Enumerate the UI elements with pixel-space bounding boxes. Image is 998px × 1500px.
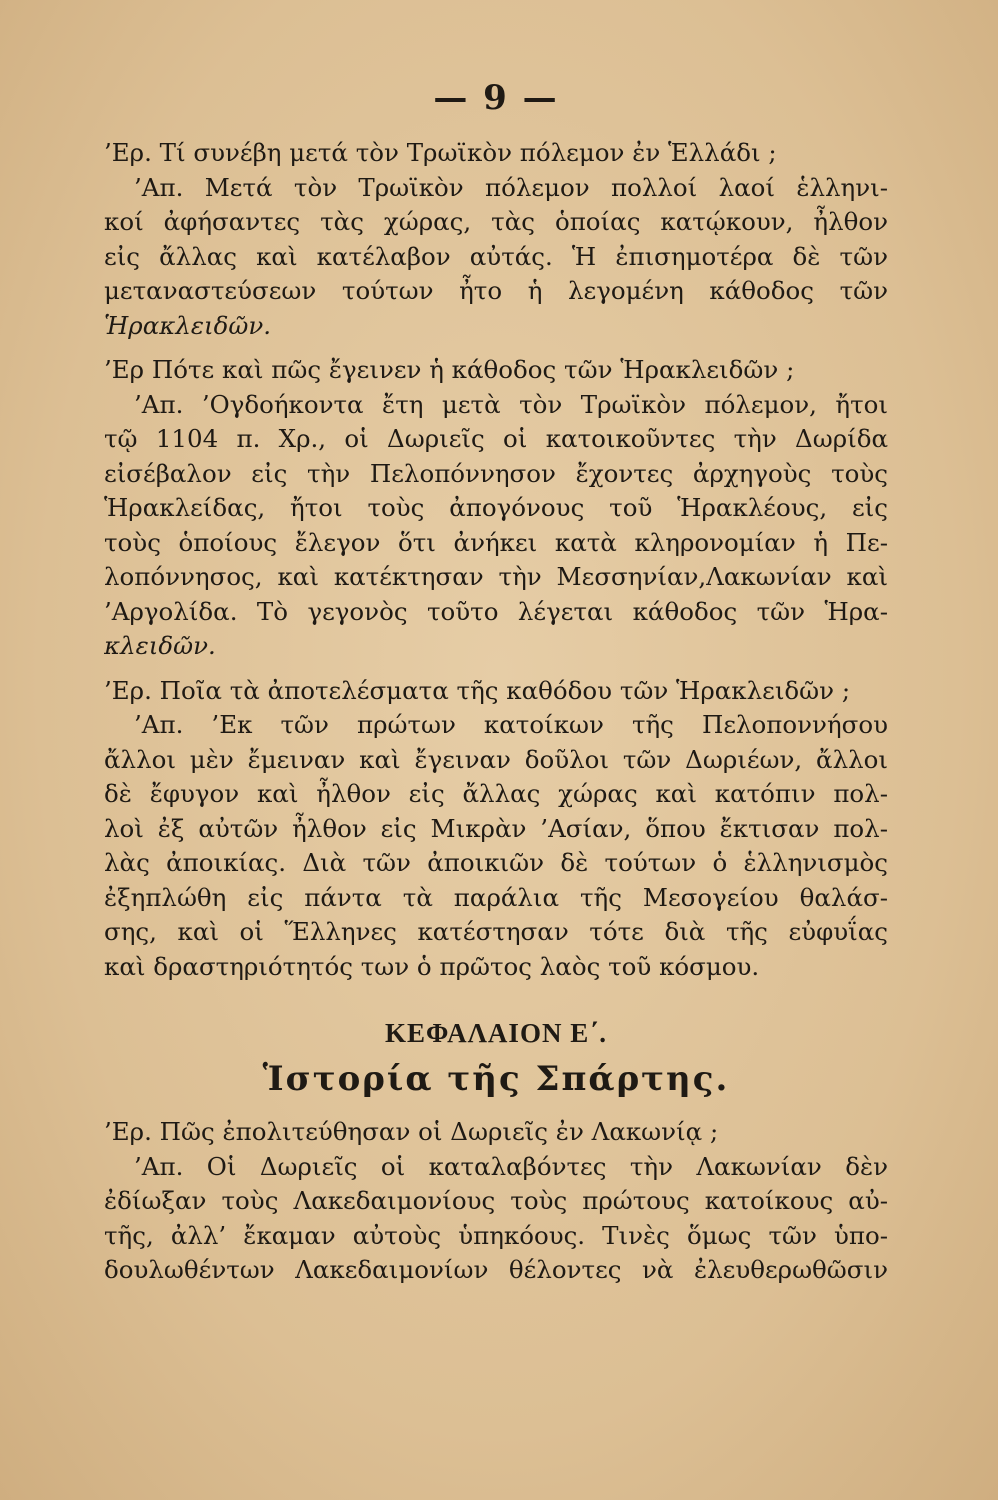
answer-line: ’Απ. Οἱ Δωριεῖς οἱ καταλαβόντες τὴν Λακωνίαν δὲν xyxy=(134,1151,888,1181)
answer-line: κλειδῶν. xyxy=(104,631,216,660)
chapter-title: Ἱστορία τῆς Σπάρτης. xyxy=(262,1059,730,1099)
answer-line: εἰς ἄλλας καὶ κατέλαβον αὐτάς. Ἡ ἐπισημοτέρα δὲ τῶν xyxy=(104,241,888,271)
question-line: ’Ερ. Πῶς ἐπολιτεύθησαν οἱ Δωριεῖς ἐν Λακωνίᾳ ; xyxy=(104,1117,719,1146)
answer-line: ’Απ. Μετά τὸν Τρωϊκὸν πόλεμον πολλοί λαοί ἑλληνι- xyxy=(134,172,888,202)
page-number: — 9 — xyxy=(433,78,559,118)
answer-line: τῆς, ἀλλ’ ἔκαμαν αὐτοὺς ὑπηκόους. Τινὲς ὅμως τῶν ὑπο- xyxy=(104,1220,888,1250)
answer-line: εἰσέβαλον εἰς τὴν Πελοπόννησον ἔχοντες ἀρχηγοὺς τοὺς xyxy=(104,458,888,488)
qa-block-2 xyxy=(104,353,888,664)
question-line: ’Ερ. Ποῖα τὰ ἀποτελέσματα τῆς καθόδου τῶν Ἡρακλειδῶν ; xyxy=(104,675,851,705)
qa-block-4 xyxy=(104,1115,888,1288)
answer-line: ’Αργολίδα. Τὸ γεγονὸς τοῦτο λέγεται κάθοδος τῶν Ἡρα- xyxy=(104,596,888,626)
answer-line: σης, καὶ οἱ Ἕλληνες κατέστησαν τότε διὰ τῆς εὐφυΐας xyxy=(104,917,888,946)
question-line: ’Ερ Πότε καὶ πῶς ἔγεινεν ἡ κάθοδος τῶν Ἡρακλειδῶν ; xyxy=(104,355,795,384)
answer-line: Ἡρακλείδας, ἤτοι τοὺς ἀπογόνους τοῦ Ἡρακλέους, εἰς xyxy=(104,493,888,522)
qa-block-3 xyxy=(104,674,888,985)
chapter-heading: ΚΕΦΑΛΑΙΟΝ Ε΄. xyxy=(385,1018,607,1048)
answer-line: δὲ ἔφυγον καὶ ἦλθον εἰς ἄλλας χώρας καὶ κατόπιν πολ- xyxy=(104,779,888,808)
question-line: ’Ερ. Τί συνέβη μετά τὸν Τρωϊκὸν πόλεμον ἐν Ἑλλάδι ; xyxy=(104,138,777,167)
answer-line: λοὶ ἐξ αὐτῶν ἦλθον εἰς Μικρὰν ’Ασίαν, ὅπου ἔκτισαν πολ- xyxy=(104,813,888,843)
answer-line: ἐδίωξαν τοὺς Λακεδαιμονίους τοὺς πρώτους κατοίκους αὐ- xyxy=(104,1186,888,1215)
answer-line: ἐξηπλώθη εἰς πάντα τὰ παράλια τῆς Μεσογείου θαλάσ- xyxy=(104,882,888,912)
answer-line: λοπόννησος, καὶ κατέκτησαν τὴν Μεσσηνίαν,Λακωνίαν καὶ xyxy=(104,562,888,591)
answer-line: δουλωθέντων Λακεδαιμονίων θέλοντες νὰ ἐλευθερωθῶσιν xyxy=(104,1255,888,1284)
answer-line: λὰς ἀποικίας. Διὰ τῶν ἀποικιῶν δὲ τούτων ὁ ἑλληνισμὸς xyxy=(104,848,888,877)
answer-line: ’Απ. ’Ογδοήκοντα ἔτη μετὰ τὸν Τρωϊκὸν πόλεμον, ἤτοι xyxy=(134,389,888,419)
answer-line: ἄλλοι μὲν ἔμειναν καὶ ἔγειναν δοῦλοι τῶν Δωριέων, ἄλλοι xyxy=(104,744,888,774)
answer-line: Ἡρακλειδῶν. xyxy=(104,310,272,340)
answer-line: τοὺς ὁποίους ἔλεγον ὅτι ἀνήκει κατὰ κληρονομίαν ἡ Πε- xyxy=(104,527,888,557)
answer-line: τῷ 1104 π. Χρ., οἱ Δωριεῖς οἱ κατοικοῦντες τὴν Δωρίδα xyxy=(104,424,888,453)
qa-block-1 xyxy=(104,136,888,343)
answer-line: καὶ δραστηριότητός των ὁ πρῶτος λαὸς τοῦ κόσμου. xyxy=(104,951,760,981)
answer-line: μεταναστεύσεων τούτων ἦτο ἡ λεγομένη κάθοδος τῶν xyxy=(104,276,888,305)
answer-line: ’Απ. ’Εκ τῶν πρώτων κατοίκων τῆς Πελοποννήσου xyxy=(134,710,888,739)
answer-line: κοί ἀφήσαντες τὰς χώρας, τὰς ὁποίας κατῴκουν, ἦλθον xyxy=(104,207,888,236)
